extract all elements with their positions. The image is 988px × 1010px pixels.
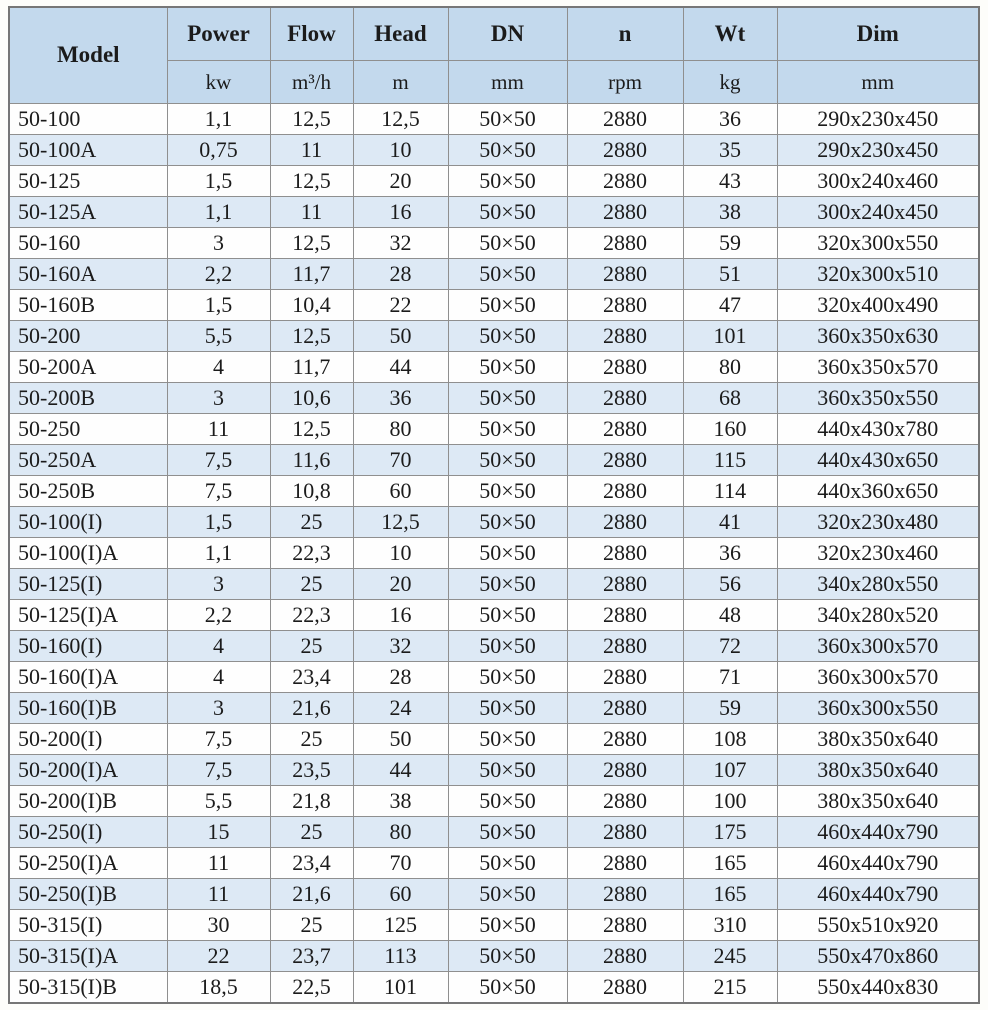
cell-model: 50-200 xyxy=(9,321,167,352)
cell-head: 28 xyxy=(353,259,448,290)
cell-flow: 25 xyxy=(270,569,353,600)
cell-wt: 115 xyxy=(683,445,777,476)
cell-flow: 12,5 xyxy=(270,321,353,352)
cell-model: 50-125A xyxy=(9,197,167,228)
cell-power: 4 xyxy=(167,352,270,383)
table-row xyxy=(9,631,979,662)
cell-power: 11 xyxy=(167,879,270,910)
cell-dn: 50×50 xyxy=(448,786,567,817)
cell-power: 11 xyxy=(167,848,270,879)
cell-dim: 460x440x790 xyxy=(777,848,979,879)
cell-flow: 25 xyxy=(270,631,353,662)
cell-wt: 72 xyxy=(683,631,777,662)
cell-n: 2880 xyxy=(567,352,683,383)
cell-dim: 360x350x570 xyxy=(777,352,979,383)
cell-flow: 21,6 xyxy=(270,693,353,724)
table-header xyxy=(9,7,979,104)
cell-flow: 25 xyxy=(270,910,353,941)
cell-flow: 11,6 xyxy=(270,445,353,476)
cell-model: 50-100 xyxy=(9,104,167,135)
cell-head: 60 xyxy=(353,879,448,910)
table-row xyxy=(9,910,979,941)
cell-n: 2880 xyxy=(567,259,683,290)
cell-n: 2880 xyxy=(567,166,683,197)
cell-dim: 320x400x490 xyxy=(777,290,979,321)
cell-flow: 23,7 xyxy=(270,941,353,972)
cell-dim: 360x300x550 xyxy=(777,693,979,724)
cell-dn: 50×50 xyxy=(448,693,567,724)
cell-flow: 11,7 xyxy=(270,352,353,383)
cell-head: 10 xyxy=(353,538,448,569)
cell-n: 2880 xyxy=(567,786,683,817)
cell-n: 2880 xyxy=(567,972,683,1004)
cell-wt: 38 xyxy=(683,197,777,228)
column-header-dn: DN xyxy=(448,7,567,61)
unit-wt: kg xyxy=(683,61,777,104)
cell-flow: 12,5 xyxy=(270,414,353,445)
cell-power: 1,5 xyxy=(167,166,270,197)
cell-wt: 48 xyxy=(683,600,777,631)
cell-head: 70 xyxy=(353,848,448,879)
cell-power: 30 xyxy=(167,910,270,941)
cell-power: 7,5 xyxy=(167,724,270,755)
cell-dim: 550x510x920 xyxy=(777,910,979,941)
cell-model: 50-250(I) xyxy=(9,817,167,848)
cell-n: 2880 xyxy=(567,724,683,755)
cell-flow: 10,8 xyxy=(270,476,353,507)
cell-dim: 460x440x790 xyxy=(777,817,979,848)
table-body xyxy=(9,104,979,1004)
table-row xyxy=(9,352,979,383)
table-row xyxy=(9,321,979,352)
cell-power: 7,5 xyxy=(167,476,270,507)
cell-dim: 440x430x650 xyxy=(777,445,979,476)
cell-head: 101 xyxy=(353,972,448,1004)
cell-power: 7,5 xyxy=(167,445,270,476)
cell-dim: 550x470x860 xyxy=(777,941,979,972)
cell-dn: 50×50 xyxy=(448,352,567,383)
cell-flow: 12,5 xyxy=(270,228,353,259)
cell-wt: 59 xyxy=(683,228,777,259)
cell-head: 20 xyxy=(353,166,448,197)
cell-dim: 360x300x570 xyxy=(777,631,979,662)
cell-dim: 320x230x480 xyxy=(777,507,979,538)
cell-model: 50-250 xyxy=(9,414,167,445)
cell-flow: 25 xyxy=(270,817,353,848)
cell-wt: 36 xyxy=(683,104,777,135)
cell-head: 60 xyxy=(353,476,448,507)
cell-n: 2880 xyxy=(567,941,683,972)
cell-n: 2880 xyxy=(567,228,683,259)
cell-power: 0,75 xyxy=(167,135,270,166)
unit-dim: mm xyxy=(777,61,979,104)
cell-wt: 101 xyxy=(683,321,777,352)
cell-flow: 23,4 xyxy=(270,662,353,693)
cell-wt: 165 xyxy=(683,848,777,879)
cell-dn: 50×50 xyxy=(448,817,567,848)
cell-dn: 50×50 xyxy=(448,848,567,879)
cell-model: 50-160B xyxy=(9,290,167,321)
cell-dn: 50×50 xyxy=(448,445,567,476)
table-row xyxy=(9,383,979,414)
cell-n: 2880 xyxy=(567,631,683,662)
table-row xyxy=(9,972,979,1004)
cell-dn: 50×50 xyxy=(448,755,567,786)
cell-wt: 51 xyxy=(683,259,777,290)
table-row xyxy=(9,414,979,445)
cell-n: 2880 xyxy=(567,476,683,507)
table-row xyxy=(9,538,979,569)
cell-wt: 71 xyxy=(683,662,777,693)
column-header-wt: Wt xyxy=(683,7,777,61)
cell-dim: 380x350x640 xyxy=(777,755,979,786)
cell-dim: 360x300x570 xyxy=(777,662,979,693)
cell-head: 44 xyxy=(353,755,448,786)
cell-dn: 50×50 xyxy=(448,259,567,290)
cell-model: 50-250A xyxy=(9,445,167,476)
table-row xyxy=(9,693,979,724)
cell-wt: 35 xyxy=(683,135,777,166)
table-row xyxy=(9,848,979,879)
cell-dn: 50×50 xyxy=(448,972,567,1004)
table-row xyxy=(9,445,979,476)
cell-wt: 41 xyxy=(683,507,777,538)
cell-power: 3 xyxy=(167,228,270,259)
table-row xyxy=(9,197,979,228)
cell-power: 5,5 xyxy=(167,786,270,817)
cell-head: 36 xyxy=(353,383,448,414)
table-row xyxy=(9,724,979,755)
table-row xyxy=(9,228,979,259)
cell-model: 50-100(I) xyxy=(9,507,167,538)
unit-n: rpm xyxy=(567,61,683,104)
cell-power: 3 xyxy=(167,383,270,414)
cell-dn: 50×50 xyxy=(448,941,567,972)
cell-wt: 114 xyxy=(683,476,777,507)
cell-dn: 50×50 xyxy=(448,166,567,197)
cell-dn: 50×50 xyxy=(448,569,567,600)
unit-flow: m³/h xyxy=(270,61,353,104)
cell-power: 15 xyxy=(167,817,270,848)
cell-model: 50-200B xyxy=(9,383,167,414)
cell-power: 1,1 xyxy=(167,538,270,569)
cell-dim: 340x280x550 xyxy=(777,569,979,600)
cell-model: 50-160(I)A xyxy=(9,662,167,693)
cell-flow: 25 xyxy=(270,724,353,755)
table-row xyxy=(9,259,979,290)
cell-power: 11 xyxy=(167,414,270,445)
cell-flow: 23,5 xyxy=(270,755,353,786)
column-header-n: n xyxy=(567,7,683,61)
cell-flow: 21,6 xyxy=(270,879,353,910)
cell-dn: 50×50 xyxy=(448,228,567,259)
column-header-dim: Dim xyxy=(777,7,979,61)
cell-model: 50-250(I)A xyxy=(9,848,167,879)
cell-flow: 10,6 xyxy=(270,383,353,414)
cell-wt: 165 xyxy=(683,879,777,910)
cell-head: 20 xyxy=(353,569,448,600)
cell-flow: 22,5 xyxy=(270,972,353,1004)
cell-dim: 360x350x630 xyxy=(777,321,979,352)
cell-model: 50-250(I)B xyxy=(9,879,167,910)
cell-power: 4 xyxy=(167,662,270,693)
cell-dim: 320x300x550 xyxy=(777,228,979,259)
cell-dn: 50×50 xyxy=(448,197,567,228)
cell-n: 2880 xyxy=(567,104,683,135)
cell-flow: 11 xyxy=(270,197,353,228)
cell-dim: 380x350x640 xyxy=(777,786,979,817)
cell-n: 2880 xyxy=(567,600,683,631)
cell-flow: 10,4 xyxy=(270,290,353,321)
column-header-power: Power xyxy=(167,7,270,61)
cell-model: 50-200A xyxy=(9,352,167,383)
table-row xyxy=(9,662,979,693)
cell-model: 50-100A xyxy=(9,135,167,166)
cell-model: 50-160(I)B xyxy=(9,693,167,724)
pump-spec-table xyxy=(8,6,980,1004)
unit-power: kw xyxy=(167,61,270,104)
cell-model: 50-200(I)B xyxy=(9,786,167,817)
cell-dim: 340x280x520 xyxy=(777,600,979,631)
cell-n: 2880 xyxy=(567,910,683,941)
cell-dn: 50×50 xyxy=(448,414,567,445)
cell-wt: 36 xyxy=(683,538,777,569)
cell-head: 12,5 xyxy=(353,104,448,135)
cell-wt: 160 xyxy=(683,414,777,445)
cell-model: 50-200(I)A xyxy=(9,755,167,786)
cell-head: 125 xyxy=(353,910,448,941)
header-row-labels xyxy=(9,7,979,61)
cell-wt: 59 xyxy=(683,693,777,724)
cell-head: 113 xyxy=(353,941,448,972)
cell-head: 32 xyxy=(353,631,448,662)
cell-power: 22 xyxy=(167,941,270,972)
table-row xyxy=(9,135,979,166)
cell-n: 2880 xyxy=(567,414,683,445)
cell-wt: 108 xyxy=(683,724,777,755)
cell-dim: 360x350x550 xyxy=(777,383,979,414)
cell-dn: 50×50 xyxy=(448,631,567,662)
cell-n: 2880 xyxy=(567,290,683,321)
table-row xyxy=(9,104,979,135)
cell-head: 22 xyxy=(353,290,448,321)
cell-head: 24 xyxy=(353,693,448,724)
table-row xyxy=(9,941,979,972)
cell-power: 7,5 xyxy=(167,755,270,786)
cell-n: 2880 xyxy=(567,445,683,476)
cell-n: 2880 xyxy=(567,817,683,848)
cell-dn: 50×50 xyxy=(448,104,567,135)
column-header-model: Model xyxy=(9,7,167,104)
cell-wt: 68 xyxy=(683,383,777,414)
unit-dn: mm xyxy=(448,61,567,104)
cell-head: 70 xyxy=(353,445,448,476)
cell-n: 2880 xyxy=(567,662,683,693)
cell-model: 50-315(I)A xyxy=(9,941,167,972)
cell-model: 50-125(I) xyxy=(9,569,167,600)
cell-power: 3 xyxy=(167,569,270,600)
cell-n: 2880 xyxy=(567,135,683,166)
cell-n: 2880 xyxy=(567,569,683,600)
cell-dim: 300x240x460 xyxy=(777,166,979,197)
cell-model: 50-160(I) xyxy=(9,631,167,662)
cell-n: 2880 xyxy=(567,848,683,879)
cell-model: 50-160A xyxy=(9,259,167,290)
table-row xyxy=(9,290,979,321)
cell-dn: 50×50 xyxy=(448,476,567,507)
cell-dn: 50×50 xyxy=(448,662,567,693)
cell-power: 1,1 xyxy=(167,197,270,228)
cell-flow: 21,8 xyxy=(270,786,353,817)
cell-dn: 50×50 xyxy=(448,135,567,166)
cell-wt: 175 xyxy=(683,817,777,848)
cell-dim: 300x240x450 xyxy=(777,197,979,228)
cell-dim: 290x230x450 xyxy=(777,135,979,166)
cell-power: 1,1 xyxy=(167,104,270,135)
column-header-flow: Flow xyxy=(270,7,353,61)
table-row xyxy=(9,817,979,848)
cell-head: 44 xyxy=(353,352,448,383)
unit-head: m xyxy=(353,61,448,104)
cell-power: 5,5 xyxy=(167,321,270,352)
table-row xyxy=(9,755,979,786)
cell-n: 2880 xyxy=(567,755,683,786)
cell-wt: 43 xyxy=(683,166,777,197)
cell-power: 2,2 xyxy=(167,600,270,631)
cell-dn: 50×50 xyxy=(448,321,567,352)
cell-dim: 380x350x640 xyxy=(777,724,979,755)
cell-head: 80 xyxy=(353,817,448,848)
cell-wt: 310 xyxy=(683,910,777,941)
cell-model: 50-315(I) xyxy=(9,910,167,941)
cell-flow: 11 xyxy=(270,135,353,166)
cell-power: 3 xyxy=(167,693,270,724)
cell-model: 50-100(I)A xyxy=(9,538,167,569)
cell-power: 1,5 xyxy=(167,290,270,321)
cell-wt: 56 xyxy=(683,569,777,600)
cell-head: 28 xyxy=(353,662,448,693)
cell-flow: 25 xyxy=(270,507,353,538)
cell-dn: 50×50 xyxy=(448,600,567,631)
cell-head: 50 xyxy=(353,724,448,755)
cell-dn: 50×50 xyxy=(448,538,567,569)
cell-wt: 100 xyxy=(683,786,777,817)
cell-flow: 12,5 xyxy=(270,104,353,135)
cell-head: 12,5 xyxy=(353,507,448,538)
cell-dn: 50×50 xyxy=(448,879,567,910)
cell-model: 50-200(I) xyxy=(9,724,167,755)
cell-head: 38 xyxy=(353,786,448,817)
cell-dim: 460x440x790 xyxy=(777,879,979,910)
cell-power: 18,5 xyxy=(167,972,270,1004)
cell-power: 2,2 xyxy=(167,259,270,290)
cell-model: 50-250B xyxy=(9,476,167,507)
cell-n: 2880 xyxy=(567,879,683,910)
cell-wt: 47 xyxy=(683,290,777,321)
cell-n: 2880 xyxy=(567,321,683,352)
cell-power: 1,5 xyxy=(167,507,270,538)
cell-head: 16 xyxy=(353,197,448,228)
cell-flow: 12,5 xyxy=(270,166,353,197)
cell-head: 16 xyxy=(353,600,448,631)
cell-dn: 50×50 xyxy=(448,383,567,414)
cell-n: 2880 xyxy=(567,383,683,414)
cell-head: 80 xyxy=(353,414,448,445)
table-row xyxy=(9,600,979,631)
cell-flow: 11,7 xyxy=(270,259,353,290)
cell-dim: 550x440x830 xyxy=(777,972,979,1004)
cell-head: 50 xyxy=(353,321,448,352)
cell-model: 50-125(I)A xyxy=(9,600,167,631)
cell-flow: 22,3 xyxy=(270,600,353,631)
cell-wt: 107 xyxy=(683,755,777,786)
table-row xyxy=(9,569,979,600)
cell-model: 50-160 xyxy=(9,228,167,259)
cell-model: 50-315(I)B xyxy=(9,972,167,1004)
cell-n: 2880 xyxy=(567,538,683,569)
table-row xyxy=(9,786,979,817)
cell-dim: 320x230x460 xyxy=(777,538,979,569)
table-row xyxy=(9,476,979,507)
cell-wt: 245 xyxy=(683,941,777,972)
cell-dim: 440x360x650 xyxy=(777,476,979,507)
cell-dn: 50×50 xyxy=(448,910,567,941)
cell-head: 10 xyxy=(353,135,448,166)
cell-dn: 50×50 xyxy=(448,290,567,321)
table-row xyxy=(9,879,979,910)
cell-head: 32 xyxy=(353,228,448,259)
cell-dim: 320x300x510 xyxy=(777,259,979,290)
cell-power: 4 xyxy=(167,631,270,662)
table-row xyxy=(9,166,979,197)
table-row xyxy=(9,507,979,538)
cell-flow: 23,4 xyxy=(270,848,353,879)
cell-dim: 290x230x450 xyxy=(777,104,979,135)
cell-wt: 80 xyxy=(683,352,777,383)
cell-dn: 50×50 xyxy=(448,724,567,755)
cell-dim: 440x430x780 xyxy=(777,414,979,445)
cell-n: 2880 xyxy=(567,507,683,538)
cell-n: 2880 xyxy=(567,693,683,724)
cell-n: 2880 xyxy=(567,197,683,228)
cell-model: 50-125 xyxy=(9,166,167,197)
cell-wt: 215 xyxy=(683,972,777,1004)
cell-dn: 50×50 xyxy=(448,507,567,538)
column-header-head: Head xyxy=(353,7,448,61)
cell-flow: 22,3 xyxy=(270,538,353,569)
